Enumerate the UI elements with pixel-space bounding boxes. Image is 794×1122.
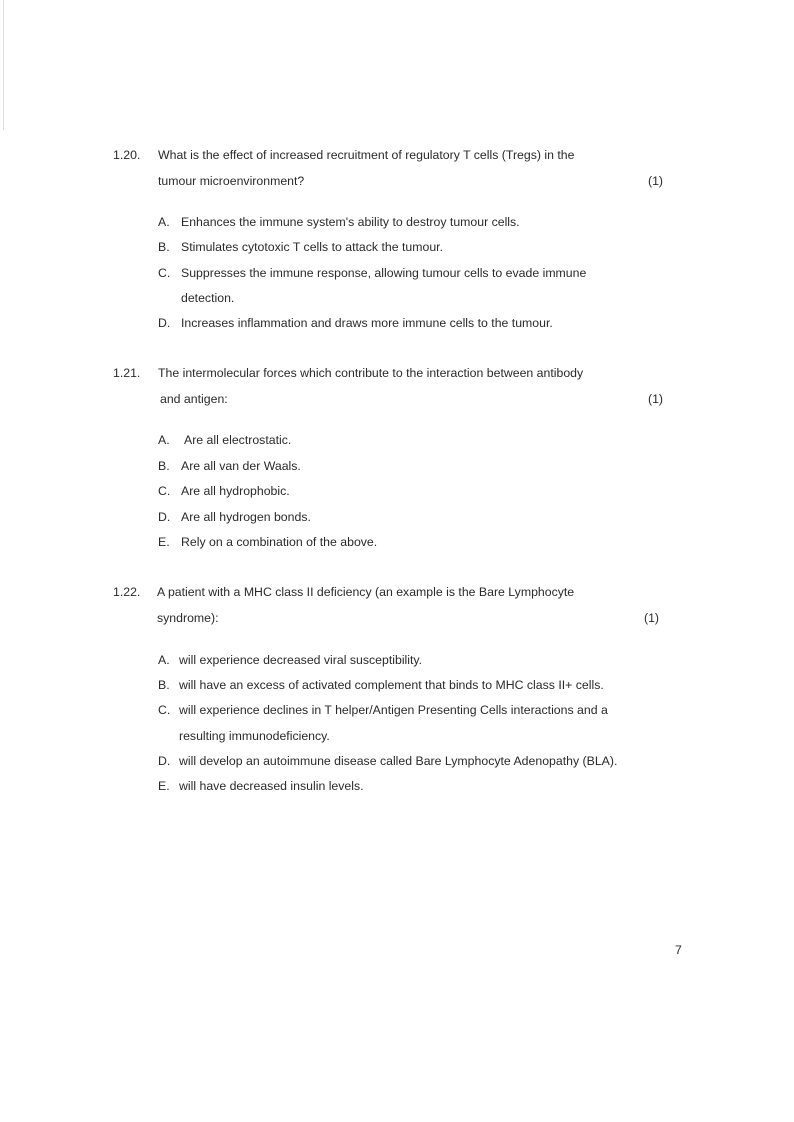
question-marks: (1) <box>644 611 660 625</box>
question-text: The intermolecular forces which contribute to the interaction between antibody <box>158 366 584 380</box>
option-letter: E. <box>158 535 170 549</box>
question-text: syndrome): <box>157 611 219 625</box>
option-letter: C. <box>158 266 171 280</box>
option-text: Stimulates cytotoxic T cells to attack the tumour. <box>181 240 443 254</box>
option-text: will experience decreased viral susceptibility. <box>179 653 423 667</box>
option-text: Enhances the immune system's ability to destroy tumour cells. <box>181 215 520 229</box>
option-letter: A. <box>158 653 170 667</box>
option-letter: B. <box>158 678 170 692</box>
question-text: and antigen: <box>160 392 228 406</box>
option-letter: A. <box>158 215 170 229</box>
option-text: will develop an autoimmune disease called Bare Lymphocyte Adenopathy (BLA). <box>179 754 618 768</box>
option-letter: B. <box>158 240 170 254</box>
option-letter: D. <box>158 754 171 768</box>
option-text: Are all electrostatic. <box>184 433 292 447</box>
scan-edge <box>3 0 4 130</box>
question-text: What is the effect of increased recruitment of regulatory T cells (Tregs) in the <box>158 148 575 162</box>
question-number: 1.22. <box>113 585 141 599</box>
option-text: Suppresses the immune response, allowing tumour cells to evade immune <box>181 266 587 280</box>
option-letter: A. <box>158 433 170 447</box>
option-letter: B. <box>158 459 170 473</box>
option-text: detection. <box>181 291 235 305</box>
question-marks: (1) <box>648 392 664 406</box>
question-marks: (1) <box>648 174 664 188</box>
option-text: Increases inflammation and draws more immune cells to the tumour. <box>181 316 553 330</box>
option-text: Are all van der Waals. <box>181 459 301 473</box>
option-text: will have an excess of activated complement that binds to MHC class II+ cells. <box>179 678 604 692</box>
option-letter: D. <box>158 510 171 524</box>
question-number: 1.20. <box>113 148 141 162</box>
option-text: will have decreased insulin levels. <box>179 779 364 793</box>
question-text: A patient with a MHC class II deficiency (an example is the Bare Lymphocyte <box>157 585 575 599</box>
option-letter: E. <box>158 779 170 793</box>
option-text: resulting immunodeficiency. <box>179 729 330 743</box>
page-number: 7 <box>675 943 682 957</box>
option-text: will experience declines in T helper/Antigen Presenting Cells interactions and a <box>179 703 608 717</box>
option-text: Are all hydrogen bonds. <box>181 510 311 524</box>
option-text: Rely on a combination of the above. <box>181 535 378 549</box>
option-letter: C. <box>158 703 171 717</box>
option-letter: C. <box>158 484 171 498</box>
question-text: tumour microenvironment? <box>158 174 305 188</box>
question-number: 1.21. <box>113 366 141 380</box>
option-text: Are all hydrophobic. <box>181 484 290 498</box>
option-letter: D. <box>158 316 171 330</box>
